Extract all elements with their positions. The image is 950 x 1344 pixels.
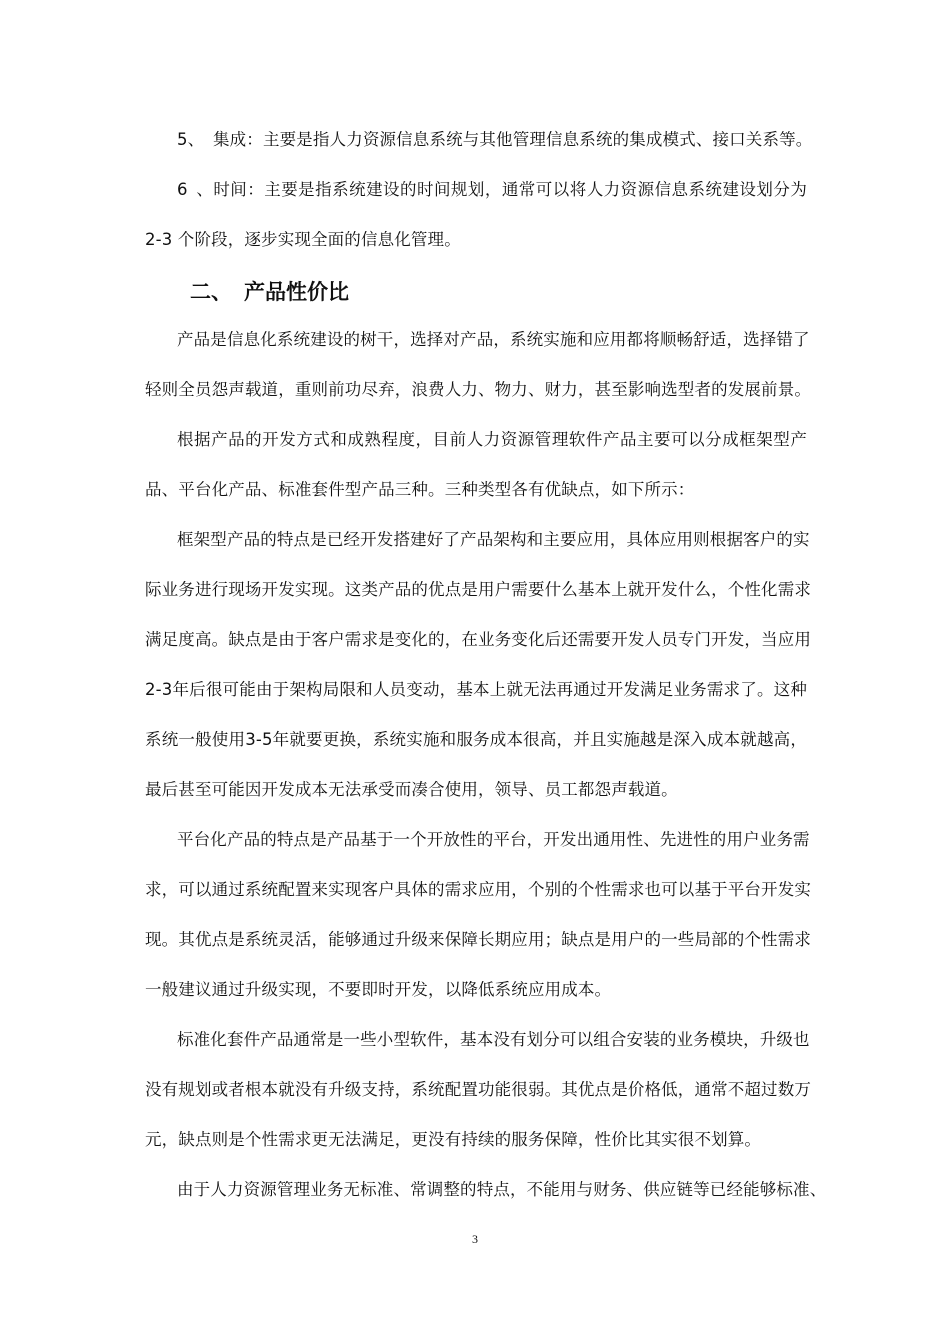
paragraph-line: 框架型产品的特点是已经开发搭建好了产品架构和主要应用，具体应用则根据客户的实 [177,530,810,549]
list-item-number: 6、 [177,180,213,199]
paragraph-line: 求，可以通过系统配置来实现客户具体的需求应用，个别的个性需求也可以基于平台开发实 [145,880,811,899]
paragraph-line: 系统一般使用3-5年就要更换，系统实施和服务成本很高，并且实施越是深入成本就越高， [145,730,807,749]
section-heading [190,278,349,306]
paragraph-line: 现。其优点是系统灵活，能够通过升级来保障长期应用；缺点是用户的一些局部的个性需求 [145,930,811,949]
list-item-5 [177,128,813,152]
paragraph-line: 品、平台化产品、标准套件型产品三种。三种类型各有优缺点，如下所示： [145,480,695,499]
paragraph-line: 一般建议通过升级实现，不要即时开发，以降低系统应用成本。 [145,980,612,999]
section-title: 产品性价比 [244,280,349,304]
page-number: 3 [472,1232,478,1246]
paragraph-line: 根据产品的开发方式和成熟程度，目前人力资源管理软件产品主要可以分成框架型产 [177,430,807,449]
paragraph-line: 2-3年后很可能由于架构局限和人员变动，基本上就无法再通过开发满足业务需求了。这种 [145,680,807,699]
paragraph-line: 标准化套件产品通常是一些小型软件，基本没有划分可以组合安装的业务模块，升级也 [177,1030,810,1049]
section-number: 二、 [190,280,232,304]
paragraph-line: 际业务进行现场开发实现。这类产品的优点是用户需要什么基本上就开发什么，个性化需求 [145,580,811,599]
paragraph-line: 没有规划或者根本就没有升级支持，系统配置功能很弱。其优点是价格低，通常不超过数万 [145,1080,811,1099]
paragraph-line: 最后甚至可能因开发成本无法承受而凑合使用，领导、员工都怨声载道。 [145,780,678,799]
list-item-text: 集成：主要是指人力资源信息系统与其他管理信息系统的集成模式、接口关系等。 [213,130,813,149]
paragraph-line: 满足度高。缺点是由于客户需求是变化的，在业务变化后还需要开发人员专门开发，当应用 [145,630,811,649]
list-item-text: 时间：主要是指系统建设的时间规划，通常可以将人力资源信息系统建设划分为 [213,180,807,199]
list-item-6 [177,178,807,202]
paragraph-line: 轻则全员怨声载道，重则前功尽弃，浪费人力、物力、财力，甚至影响选型者的发展前景。 [145,380,811,399]
list-item-number: 5、 [177,130,205,149]
paragraph-line: 元，缺点则是个性需求更无法满足，更没有持续的服务保障，性价比其实很不划算。 [145,1130,762,1149]
paragraph-line: 产品是信息化系统建设的树干，选择对产品，系统实施和应用都将顺畅舒适，选择错了 [177,330,810,349]
list-item-6-continuation: 2-3 个阶段，逐步实现全面的信息化管理。 [145,230,461,249]
paragraph-line: 由于人力资源管理业务无标准、常调整的特点，不能用与财务、供应链等已经能够标准、 [177,1180,827,1199]
paragraph-line: 平台化产品的特点是产品基于一个开放性的平台，开发出通用性、先进性的用户业务需 [177,830,810,849]
